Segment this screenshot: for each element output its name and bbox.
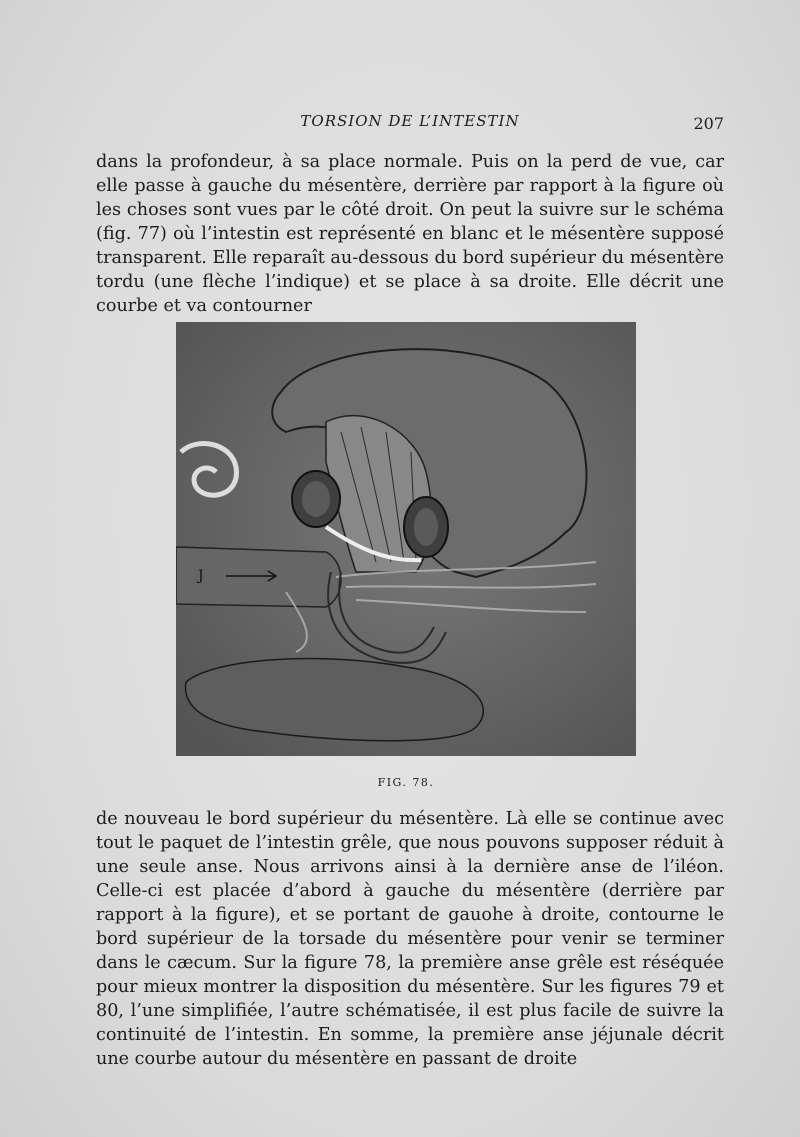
body-text-top xyxy=(96,150,724,318)
figure-label-j: J xyxy=(198,568,204,584)
intestine-illustration xyxy=(176,322,636,756)
figure-78-illustration xyxy=(176,322,636,756)
running-title: TORSION DE L’INTESTIN xyxy=(300,112,520,130)
body-text-bottom xyxy=(96,807,724,1071)
page-number: 207 xyxy=(693,114,724,133)
page-header xyxy=(96,112,724,134)
figure-caption: FIG. 78. xyxy=(377,776,435,789)
bowel-lumen-right xyxy=(414,508,438,546)
paragraph: de nouveau le bord supérieur du mésentère. Là elle se continue avec tout le paquet de l’intestin grêle, que nous pouvons supposer réduit à une seule anse. Nous arrivons ainsi à la dernière anse de l’iléon. Celle-ci est placée d’abord à gauche du mésentère (derrière par rapport à la figure), et se portant de gauohe à droite, contourne le bord supérieur de la torsade du mésentère pour venir se terminer dans le cæcum. Sur la figure 78, la première anse grêle est réséquée pour mieux montrer la disposition du mésentère. Sur les figures 79 et 80, l’une simplifiée, l’autre schématisée, il est plus facile de suivre la continuité de l’intestin. En somme, la première anse jéjunale décrit une courbe autour du mésentère en passant de droite xyxy=(96,809,724,1069)
bowel-lumen-left xyxy=(302,481,330,517)
paragraph: dans la profondeur, à sa place normale. Puis on la perd de vue, car elle passe à gauche du mésentère, derrière par rapport à la figure où les choses sont vues par le côté droit. On peut la suivre sur le schéma (fig. 77) où l’intestin est représenté en blanc et le mésentère supposé transparent. Elle reparaît au-dessous du bord supérieur du mésentère tordu (une flèche l’indique) et se place à sa droite. Elle décrit une courbe et va contourner xyxy=(96,152,724,316)
